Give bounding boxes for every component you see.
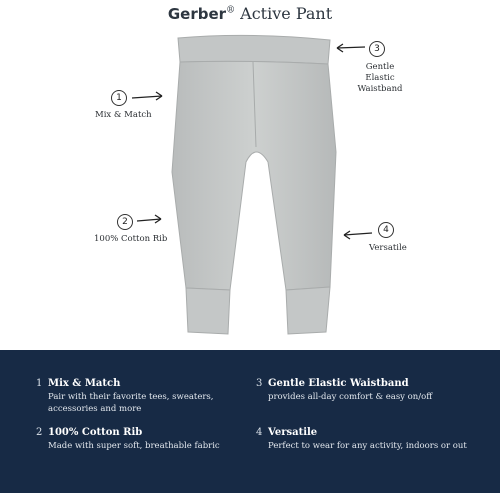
feature-description — [48, 440, 263, 452]
feature-number: 2 — [36, 427, 43, 438]
left-cuff — [186, 288, 230, 334]
feature-title: 100% Cotton Rib — [48, 427, 143, 438]
feature-description-line: provides all-day comfort & easy on/off — [268, 392, 433, 402]
arrow-icon — [135, 213, 165, 227]
feature-description-line: Pair with their favorite tees, sweaters, — [48, 392, 214, 402]
callout-label-1: Mix & Match — [95, 110, 152, 120]
callout-label-3-line1: Gentle Elastic — [365, 62, 395, 83]
feature-number: 4 — [256, 427, 263, 438]
callout-label-3 — [350, 62, 410, 95]
pants-image — [160, 32, 340, 344]
feature-title: Gentle Elastic Waistband — [268, 378, 409, 389]
features-panel — [0, 350, 500, 493]
feature-number: 1 — [36, 378, 43, 389]
feature-title: Mix & Match — [48, 378, 121, 389]
callout-number-3: 3 — [369, 41, 385, 57]
right-cuff — [286, 287, 330, 334]
feature-description-line: Made with super soft, breathable fabric — [48, 441, 220, 451]
feature-description — [268, 440, 483, 452]
callout-label-4: Versatile — [369, 243, 407, 253]
feature-number: 3 — [256, 378, 263, 389]
arrow-icon — [130, 90, 166, 104]
callout-label-2: 100% Cotton Rib — [94, 234, 168, 244]
feature-description — [48, 391, 263, 415]
callout-number-4: 4 — [378, 222, 394, 238]
feature-description-line: Perfect to wear for any activity, indoors or out — [268, 441, 467, 451]
feature-title: Versatile — [268, 427, 318, 438]
brand-name: Gerber — [167, 5, 227, 23]
arrow-icon — [340, 227, 374, 241]
registered-mark: ® — [226, 5, 236, 16]
callout-number-2: 2 — [117, 214, 133, 230]
callout-label-3-line2: Waistband — [357, 84, 403, 94]
callout-number-1: 1 — [111, 90, 127, 106]
waistband — [178, 35, 330, 64]
feature-description — [268, 391, 483, 403]
arrow-icon — [333, 41, 367, 53]
page-title — [0, 4, 500, 23]
feature-description-line: accessories and more — [48, 404, 142, 414]
product-name: Active Pant — [240, 4, 333, 23]
